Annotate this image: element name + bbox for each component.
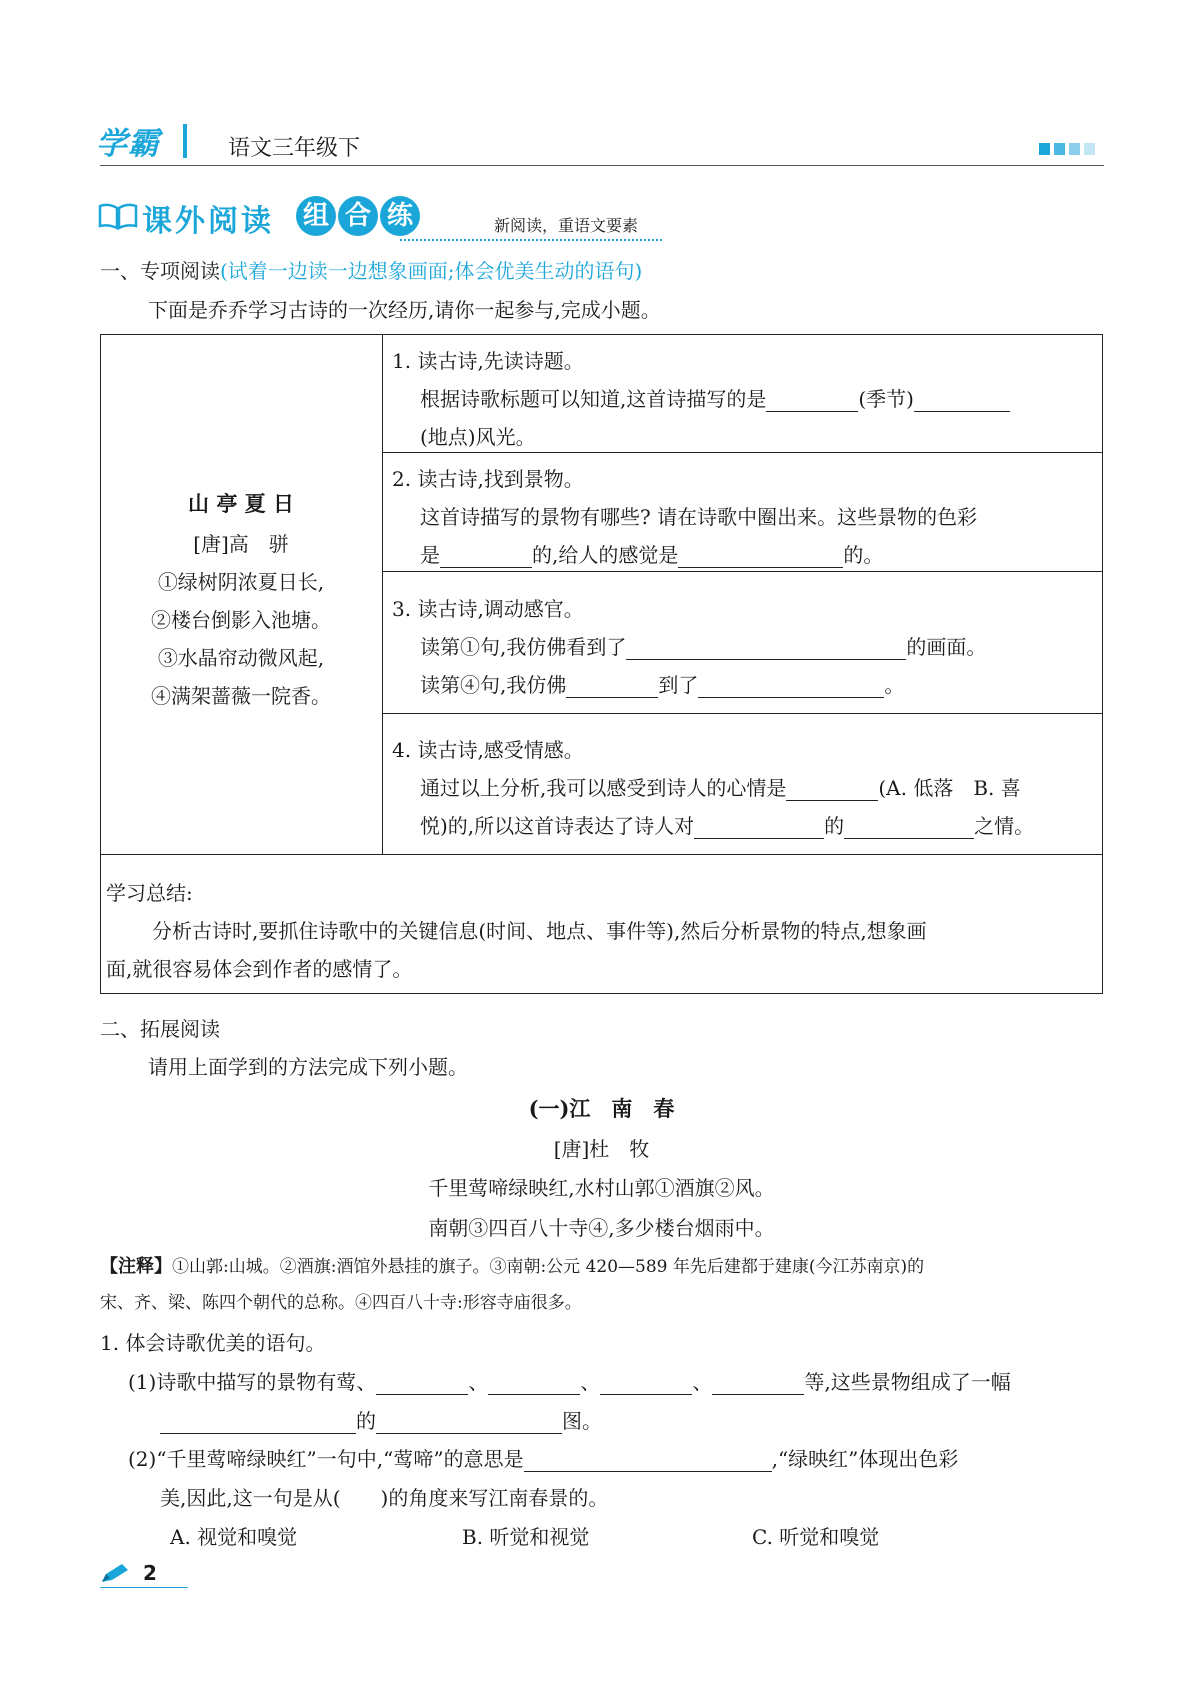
q4-title: 4. 读古诗,感受情感。 — [392, 738, 584, 762]
header-square-decoration — [1069, 143, 1080, 155]
part1-hint: (试着一边读一边想象画面;体会优美生动的语句) — [220, 259, 643, 283]
poem-title: 山 亭 夏 日 — [188, 491, 294, 516]
q3-title: 3. 读古诗,调动感官。 — [392, 597, 584, 621]
q3-text: 读第①句,我仿佛看到了 — [420, 635, 627, 659]
q3-line2 — [420, 669, 904, 698]
scenery-blank-1[interactable] — [376, 1372, 468, 1395]
notes-line2: 宋、齐、梁、陈四个朝代的总称。④四百八十寺:形容寺庙很多。 — [100, 1293, 582, 1313]
badge-char: 组 — [296, 196, 336, 236]
slogan-underline — [400, 239, 662, 241]
summary-label: 学习总结: — [106, 881, 193, 905]
emotion-blank[interactable] — [844, 816, 974, 839]
header-rule — [100, 165, 1104, 166]
badge-char: 练 — [380, 196, 420, 236]
q-text: ,“绿映红”体现出色彩 — [771, 1447, 959, 1471]
p2-q1-s2-line2: 美,因此,这一句是从( )的角度来写江南春景的。 — [160, 1486, 609, 1510]
q2-text: 是 — [420, 543, 440, 567]
notes-line — [100, 1252, 924, 1278]
q4-text: 悦)的,所以这首诗表达了诗人对 — [420, 814, 695, 838]
header-square-decoration — [1084, 143, 1095, 155]
logo-divider — [183, 124, 187, 158]
q1-text: 根据诗歌标题可以知道,这首诗描写的是 — [420, 387, 767, 411]
summary-line: 面,就很容易体会到作者的感情了。 — [106, 957, 413, 981]
option-b[interactable]: B. 听觉和视觉 — [462, 1525, 590, 1549]
notes-label: 【注释】 — [100, 1256, 172, 1277]
poem2-line: 南朝③四百八十寺④,多少楼台烟雨中。 — [428, 1216, 775, 1240]
q4-text: (A. 低落 B. 喜 — [878, 776, 1021, 800]
color-blank[interactable] — [440, 545, 532, 568]
q4-line — [420, 772, 1021, 801]
q1-line — [420, 383, 1010, 412]
picture-adj-blank[interactable] — [160, 1411, 356, 1434]
q3-line — [420, 631, 986, 660]
option-a[interactable]: A. 视觉和嗅觉 — [170, 1525, 298, 1549]
feeling-blank[interactable] — [678, 545, 843, 568]
page-number: 2 — [143, 1561, 157, 1585]
q3-text: 。 — [884, 673, 905, 697]
part2-intro: 请用上面学到的方法完成下列小题。 — [148, 1055, 468, 1079]
header-square-decoration — [1054, 143, 1065, 155]
object-blank[interactable] — [694, 816, 824, 839]
table-row-divider — [100, 854, 1103, 855]
q1-text: (季节) — [858, 387, 914, 411]
p2-q1-title: 1. 体会诗歌优美的语句。 — [100, 1331, 326, 1355]
part1-intro: 下面是乔乔学习古诗的一次经历,请你一起参与,完成小题。 — [148, 298, 661, 322]
mood-blank[interactable] — [786, 778, 878, 801]
q3-text: 读第④句,我仿佛 — [420, 673, 567, 697]
q2-text: 的。 — [843, 543, 884, 567]
scene-blank[interactable] — [626, 637, 906, 660]
poem-line: ②楼台倒影入池塘。 — [151, 608, 331, 632]
summary-line: 分析古诗时,要抓住诗歌中的关键信息(时间、地点、事件等),然后分析景物的特点,想象画 — [152, 919, 927, 943]
meaning-blank[interactable] — [524, 1449, 772, 1472]
p2-q1-s1-line — [128, 1366, 1011, 1395]
q-text: 、 — [580, 1370, 601, 1394]
q4-text: 的 — [824, 814, 845, 838]
sense-blank[interactable] — [566, 675, 658, 698]
table-row-divider — [382, 452, 1103, 453]
footer-rule — [100, 1587, 188, 1588]
q3-text: 的画面。 — [906, 635, 987, 659]
perceived-blank[interactable] — [698, 675, 884, 698]
q2-title: 2. 读古诗,找到景物。 — [392, 467, 584, 491]
option-c[interactable]: C. 听觉和嗅觉 — [752, 1525, 880, 1549]
table-row-divider — [382, 713, 1103, 714]
poem2-author: [唐]杜 牧 — [553, 1137, 650, 1161]
q4-line2 — [420, 810, 1034, 839]
table-row-divider — [382, 571, 1103, 572]
q-text: 的 — [356, 1409, 376, 1433]
badge-char: 合 — [338, 196, 378, 236]
q3-text: 到了 — [658, 673, 699, 697]
poem2-line: 千里莺啼绿映红,水村山郭①酒旗②风。 — [428, 1176, 775, 1200]
q-text: 、 — [692, 1370, 713, 1394]
brand-logo: 学霸 — [96, 126, 160, 162]
part2-heading: 二、拓展阅读 — [100, 1017, 220, 1041]
pencil-icon — [100, 1562, 132, 1584]
notes-text: ①山郭:山城。②酒旗:酒馆外悬挂的旗子。③南朝:公元 420—589 年先后建都于建康(今江苏南京)的 — [172, 1257, 925, 1277]
table-column-divider — [382, 334, 383, 854]
q2-line2 — [420, 539, 883, 568]
section-title: 课外阅读 — [142, 204, 274, 239]
q2-line: 这首诗描写的景物有哪些? 请在诗歌中圈出来。这些景物的色彩 — [420, 505, 978, 529]
picture-noun-blank[interactable] — [376, 1411, 562, 1434]
p2-q1-s1-line2 — [160, 1405, 602, 1434]
p2-q1-s2-line — [128, 1443, 958, 1472]
scenery-blank-4[interactable] — [712, 1372, 804, 1395]
scenery-blank-3[interactable] — [600, 1372, 692, 1395]
poem-line: ④满架蔷薇一院香。 — [151, 684, 331, 708]
q-text: (1)诗歌中描写的景物有莺、 — [128, 1370, 377, 1394]
header-square-decoration — [1039, 143, 1050, 155]
q4-text: 通过以上分析,我可以感受到诗人的心情是 — [420, 776, 787, 800]
scenery-blank-2[interactable] — [488, 1372, 580, 1395]
book-subtitle: 语文三年级下 — [228, 136, 361, 161]
poem2-title: (一)江 南 春 — [528, 1096, 675, 1121]
section-slogan: 新阅读，重语文要素 — [494, 216, 639, 235]
q-text: 、 — [468, 1370, 489, 1394]
poem-line: ③水晶帘动微风起, — [157, 646, 325, 670]
q4-text: 之情。 — [974, 814, 1035, 838]
season-blank[interactable] — [766, 389, 858, 412]
q1-title: 1. 读古诗,先读诗题。 — [392, 349, 584, 373]
q-text: (2)“千里莺啼绿映红”一句中,“莺啼”的意思是 — [128, 1447, 524, 1471]
place-blank[interactable] — [914, 389, 1010, 412]
open-book-icon — [98, 202, 138, 230]
part1-heading: 一、专项阅读 — [100, 259, 220, 283]
q-text: 等,这些景物组成了一幅 — [804, 1370, 1011, 1394]
poem-author: [唐]高 骈 — [193, 532, 289, 556]
q-text: 图。 — [562, 1409, 602, 1433]
q2-text: 的,给人的感觉是 — [532, 543, 679, 567]
q1-line2: (地点)风光。 — [420, 425, 536, 449]
poem-line: ①绿树阴浓夏日长, — [157, 570, 325, 594]
part1-heading-row — [100, 255, 642, 284]
